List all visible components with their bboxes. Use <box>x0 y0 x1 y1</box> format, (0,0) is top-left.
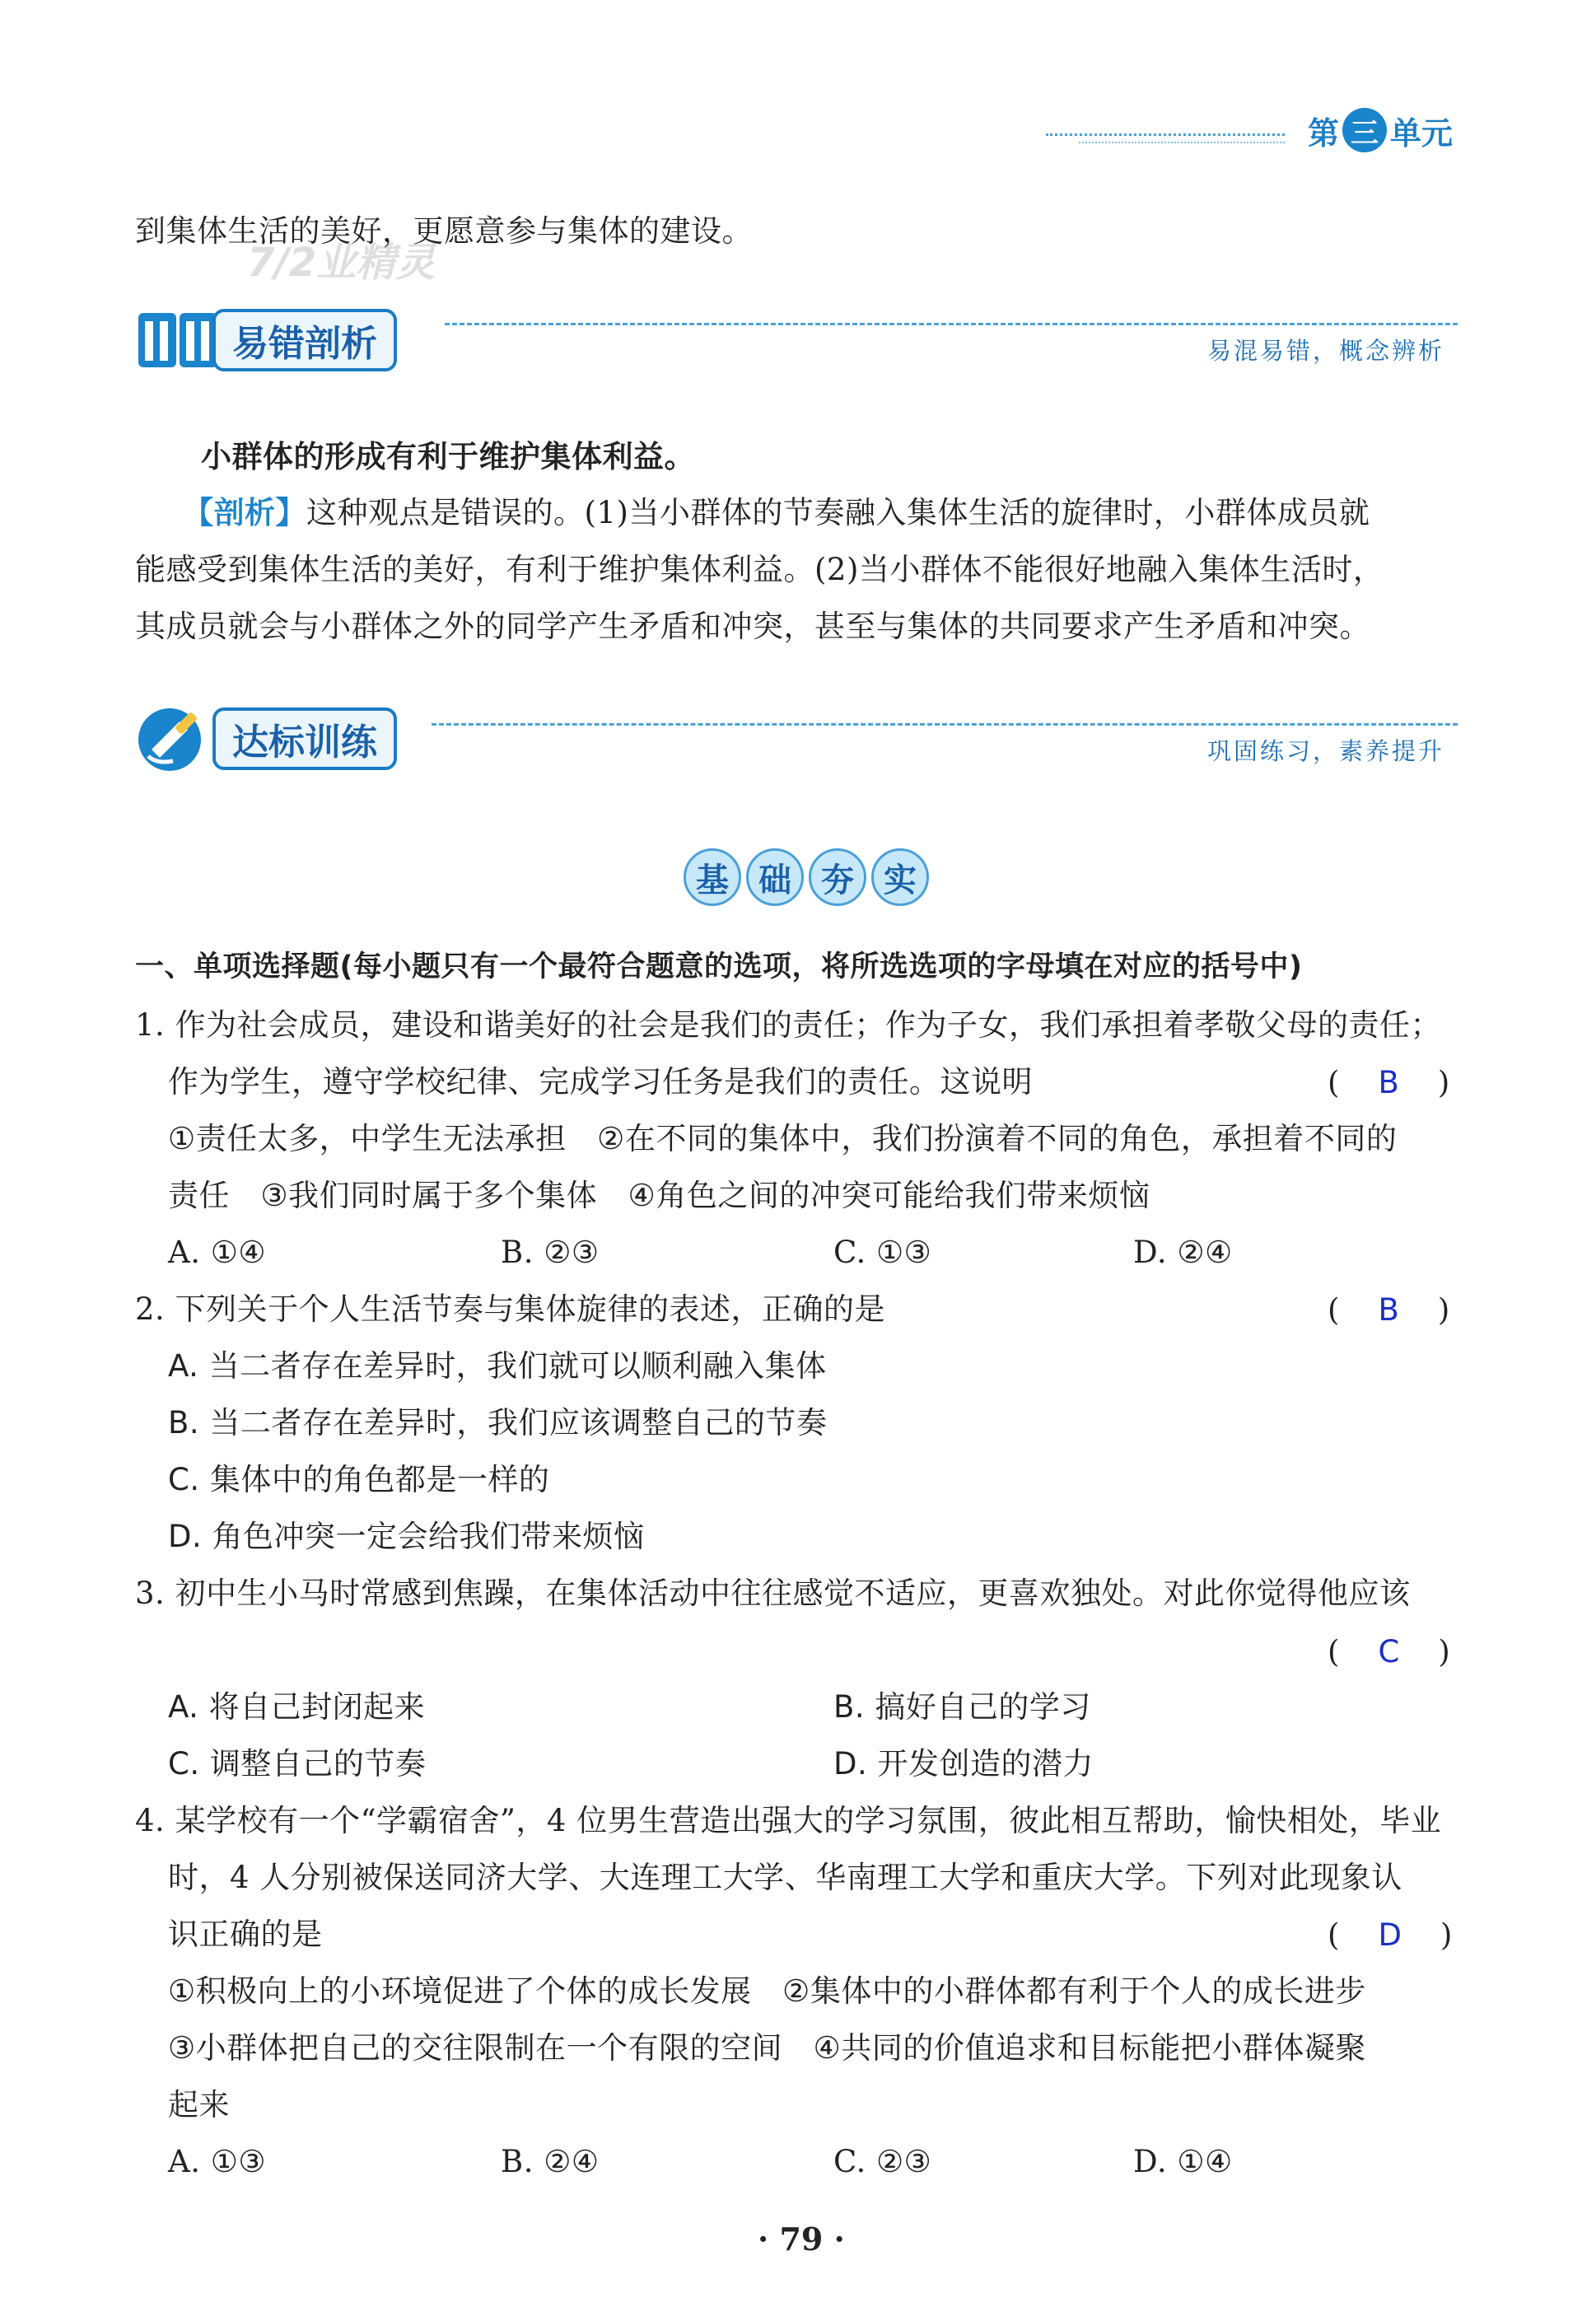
q1-line-1: 1. 作为社会成员，建设和谐美好的社会是我们的责任；作为子女，我们承担着孝敬父母的责任； <box>135 1007 1442 1043</box>
q1-option-d: D. ②④ <box>1133 1235 1233 1270</box>
header-dots-2 <box>1079 142 1285 143</box>
q4-option-a: A. ①③ <box>168 2144 267 2179</box>
q3-option-d: D. 开发创造的潜力 <box>833 1746 1094 1781</box>
q3-answer: C <box>1378 1634 1400 1669</box>
page-number: · 79 · <box>758 2220 845 2258</box>
unit-label <box>1308 105 1453 155</box>
error-section-badge <box>132 303 397 377</box>
book-icon <box>132 303 224 377</box>
q1-option-c: C. ①③ <box>833 1235 932 1270</box>
q3-answer-paren: ( C ) <box>1328 1634 1450 1669</box>
q4-option-d: D. ①④ <box>1133 2144 1233 2179</box>
q4-line-1: 4. 某学校有一个“学霸宿舍”，4 位男生营造出强大的学习氛围，彼此相互帮助，愉快相处，毕业 <box>135 1803 1442 1838</box>
error-section-rule <box>445 323 1458 325</box>
q4-item-line-2: ③小群体把自己的交往限制在一个有限的空间 ④共同的价值追求和目标能把小群体凝聚 <box>168 2030 1366 2066</box>
unit-number-badge: 三 <box>1342 108 1387 152</box>
q1-answer-paren: ( B ) <box>1328 1065 1450 1100</box>
unit-suffix: 单元 <box>1390 114 1454 152</box>
q4-answer-paren: ( D ) <box>1328 1917 1453 1953</box>
q2-option-d: D. 角色冲突一定会给我们带来烦恼 <box>168 1519 645 1554</box>
q4-item-line-3: 起来 <box>168 2087 230 2122</box>
analysis-line-2: 能感受到集体生活的美好，有利于维护集体利益。(2)当小群体不能很好地融入集体生活时， <box>135 552 1384 587</box>
analysis-line-3: 其成员就会与小群体之外的同学产生矛盾和冲突，甚至与集体的共同要求产生矛盾和冲突。 <box>135 609 1370 644</box>
analysis-tag: 【剖析】 <box>183 495 306 530</box>
q2-option-b: B. 当二者存在差异时，我们应该调整自己的节奏 <box>168 1405 828 1440</box>
q3-option-b: B. 搞好自己的学习 <box>833 1689 1091 1725</box>
q4-item-line-1: ①积极向上的小环境促进了个体的成长发展 ②集体中的小群体都有利于个人的成长进步 <box>168 1973 1366 2009</box>
practice-icon <box>132 702 224 776</box>
q1-item-line-2: 责任 ③我们同时属于多个集体 ④角色之间的冲突可能给我们带来烦恼 <box>168 1178 1150 1213</box>
error-section-title: 易错剖析 <box>212 309 397 371</box>
basics-char-3: 夯 <box>809 848 866 906</box>
q1-line-2: 作为学生，遵守学校纪律、完成学习任务是我们的责任。这说明 <box>168 1064 1033 1100</box>
q2-answer: B <box>1378 1292 1399 1328</box>
q3-line-1: 3. 初中生小马时常感到焦躁，在集体活动中往往感觉不适应，更喜欢独处。对此你觉得他应该 <box>135 1576 1411 1611</box>
q4-option-b: B. ②④ <box>501 2144 600 2179</box>
q2-option-c: C. 集体中的角色都是一样的 <box>168 1462 550 1497</box>
q4-answer: D <box>1378 1917 1402 1953</box>
basics-title <box>684 848 934 906</box>
basics-char-1: 基 <box>684 848 741 906</box>
q2-option-a: A. 当二者存在差异时，我们就可以顺利融入集体 <box>168 1348 827 1384</box>
watermark: 7/2业精灵 <box>247 240 436 286</box>
q2-answer-paren: ( B ) <box>1328 1292 1450 1328</box>
unit-prefix: 第 <box>1308 114 1340 152</box>
q1-option-a: A. ①④ <box>168 1235 267 1270</box>
q1-answer: B <box>1378 1065 1399 1100</box>
q2-line-1: 2. 下列关于个人生活节奏与集体旋律的表述，正确的是 <box>135 1291 886 1327</box>
practice-section-title: 达标训练 <box>212 707 397 770</box>
q4-line-2: 时，4 人分别被保送同济大学、大连理工大学、华南理工大学和重庆大学。下列对此现象认 <box>168 1860 1402 1895</box>
analysis-text-1: 这种观点是错误的。(1)当小群体的节奏融入集体生活的旋律时，小群体成员就 <box>306 495 1370 530</box>
practice-section-rule <box>432 723 1458 726</box>
practice-section-subtitle: 巩固练习，素养提升 <box>1207 737 1445 765</box>
q1-option-b: B. ②③ <box>501 1235 600 1270</box>
q1-item-line-1: ①责任太多，中学生无法承担 ②在不同的集体中，我们扮演着不同的角色，承担着不同的 <box>168 1121 1398 1156</box>
practice-section-badge <box>132 702 397 776</box>
q4-option-c: C. ②③ <box>833 2144 932 2179</box>
error-statement: 小群体的形成有利于维护集体利益。 <box>201 439 695 474</box>
analysis-line-1 <box>183 497 1370 528</box>
q4-line-3: 识正确的是 <box>168 1917 323 1952</box>
basics-char-4: 实 <box>871 848 929 906</box>
error-section-subtitle: 易混易错，概念辨析 <box>1207 337 1445 365</box>
q3-option-c: C. 调整自己的节奏 <box>168 1746 427 1781</box>
basics-char-2: 础 <box>746 848 804 906</box>
q3-option-a: A. 将自己封闭起来 <box>168 1689 426 1725</box>
intro-tail: 到集体生活的美好，更愿意参与集体的建设。 <box>135 213 753 249</box>
part-title: 一、单项选择题(每小题只有一个最符合题意的选项，将所选选项的字母填在对应的括号中) <box>135 950 1303 983</box>
